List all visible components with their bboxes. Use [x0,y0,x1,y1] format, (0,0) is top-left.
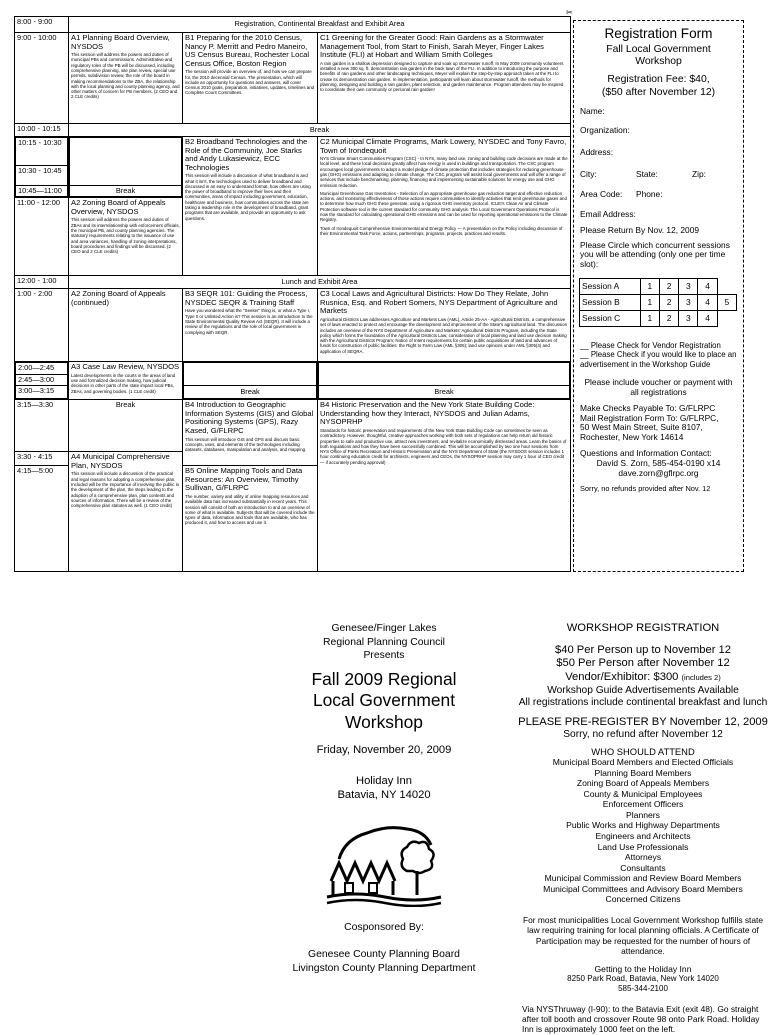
session-title: B2 Broadband Technologies and the Role of the Community, Joe Starks and Andy Lukasiewicz, ECC Technologies [185,137,308,172]
session-title: B1 Preparing for the 2010 Census, Nancy P. Merritt and Pedro Maneiro, US Census Bureau, Rochester Local Census Office, Boston Region [185,33,310,68]
time-group [15,137,69,198]
session-description: The number, variety and utility of online mapping resources and available data has increased substantially in recent years. This session will consist of both an introduction to and an overview of some of what is available. Subjects that will be covered include the types of data, information and tools that are available, who has produced it, and how to access and use it. [185,494,315,526]
list-item: Municipal Board Members and Elected Officials [552,757,734,768]
session-option[interactable]: 4 [698,279,717,295]
fee-line: ($50 after November 12) [601,86,716,98]
phone-field[interactable]: Phone: [636,188,663,199]
time-slot: 10:15 - 10:30 [16,138,68,166]
session-description: A rain garden is a shallow depression designed to capture and soak up stormwater runoff. In May 2009 community volunteers installed a new 300 sq. ft. demonstration rain garden in the back lawn of the FLI. In addition to introducing the purpose and benefits of rain gardens and other landscaping techniques, Meyer will explain the step-by-step approach taken at the FLI to create its demonstration rain garden. In implementation, participants will learn about stormwater runoff, the methods for planning, designing and building a rain garden, plant selection, and garden maintenance. Program attendees may be inspired to coordinate their own community or personal rain garden! [320,60,564,93]
list-item: Consultants [620,862,666,873]
vendor-price [518,671,768,685]
form-title: Registration Form [604,26,713,41]
return-by-note: Please Return By Nov. 12, 2009 [580,224,700,235]
session-label: Session A [580,279,641,295]
state-field[interactable]: State: [636,168,658,179]
session-title: C1 Greening for the Greater Good: Rain Gardens as a Stormwater Management Tool, from Start to Finish, Sarah Meyer, Finger Lakes Institute (FLI) at Hobart and William Smith Colleges [320,33,544,60]
vendor-price-text: Vendor/Exhibitor: $300 [565,670,679,683]
form-subtitle: Fall Local Government [606,44,711,56]
fee-line: Registration Fee: $40, [607,73,710,85]
directions-heading: Getting to the Holiday Inn [594,963,692,974]
time-slot: 11:00 - 12:00 [15,198,69,276]
break-cell: Break [184,386,317,399]
session-description: Agricultural Districts Law addresses Agriculture and Markets Law (AML), Article 25-AA - Agricultural Districts, a comprehensive set of laws enacted to protect and encourage the development and improvement of the State's agricultural land. The discussion includes an overview of the NYS Department of Agriculture and Markets' Agricultural Districts Program, including the State policy which forms the foundation of the Agricultural Districts Law; consideration of local planning and land use decision making with the Agricultural Districts Program; Notice of Intent requirements for certain public acquisitions of land and advances of funds for construction of public facilities: the Right to Farm Law (AML §305); land use opinions under AML §305(4) and application of SEQRA. [320,317,568,354]
address-field[interactable]: Address: [580,147,614,157]
venue-city: Batavia, NY 14020 [337,789,431,802]
list-item: Zoning Board of Appeals Members [576,778,710,789]
mail-to: Mail Registration Form To: G/FLRPC, [580,412,719,423]
session-title: B4 Historic Preservation and the New York State Building Code: Understanding how they Interact, NYSDOS and Julian Adams, NYSOPRHP [320,400,535,427]
session-description: NYS Climate Smart Communities Program (CSC) - In NYS, many land use, zoning and building code decisions are made at the local level, and these local decisions greatly affect how energy is used in buildings and transportation. The CSC program encourages local governments to adopt a model pledge of climate protection that includes strategies for reducing greenhouse gas (GHG) emissions and adapting to climate change. The CSC program will assist local governments and will offer a range of services that include benchmarking, planning, financing and implementing sustainable solutions for energy use and GHG emission reduction. [320,156,568,188]
time-group [15,362,69,400]
payable-note: Make Checks Payable To: G/FLRPC [580,402,716,413]
hotel-address: 8250 Park Road, Batavia, New York 14020 [567,974,719,984]
session-row [580,311,737,327]
session-option[interactable]: 3 [679,311,698,327]
session-description: The session will provide an overview of, and how we can prepare for, the 2010 decennial Census. The presentation, which will include an opportunity for questions and answers, will cover Census 2010 goals, preparation, initiatives, updates, timelines and Complete Count Committees. [185,69,315,96]
no-refund-note: Sorry, no refund after November 12 [563,729,723,741]
time-slot: 3:30 - 4:15 [15,452,69,466]
session-option[interactable]: 3 [679,279,698,295]
price-line: $40 Per Person up to November 12 [555,643,731,656]
directions-text: Via NYSThruway (I-90): to the Batavia Exit (exit 48). Go straight after toll booth and crossover Route 98 onto Park Road. Holiday Inn is approximately 1000 feet on the left. [522,1003,760,1035]
workshop-title: Local Government [312,690,456,711]
list-item: Engineers and Architects [595,831,691,841]
price-line: $50 Per Person after November 12 [556,657,730,670]
organization-name: Genesee/Finger Lakes [331,623,437,634]
session-title: B4 Introduction to Geographic Information Systems (GIS) and Global Positioning Systems (GPS), Razy Kased, G/FLRPC [185,400,314,436]
session-title: C3 Local Laws and Agricultural Districts: How Do They Relate, John Rusnica, Esq. and Robert Somers, NYS Department of Agriculture and Markets [320,289,558,316]
session-label: Session B [580,295,641,311]
session-description: This session will introduce GIS and GPS and discuss basic concepts, uses, and elements of the technologies including datasets, databases, manipulation and analysis, and mapping. [185,436,307,453]
session-a2 [69,198,183,276]
session-c2 [318,137,571,276]
time-slot: 2:45—3:00 [16,374,68,385]
mail-city: Rochester, New York 14614 [580,432,684,443]
questions-heading: Questions and Information Contact: [580,448,712,459]
session-option[interactable]: 2 [659,295,678,311]
schedule-table [14,16,571,572]
session-a4 [69,452,183,572]
session-option[interactable]: 2 [659,279,678,295]
break-cell: Break [69,400,183,452]
session-option[interactable]: 3 [679,295,698,311]
a-column-break [69,137,183,198]
contact-email[interactable]: dave.zorn@gflrpc.org [618,468,699,479]
venue-name: Holiday Inn [356,774,412,787]
session-b4 [183,400,318,466]
session-row [580,279,737,295]
who-should-attend-heading: WHO SHOULD ATTEND [591,745,695,757]
list-item: County & Municipal Employees [583,788,703,799]
time-slot: 8:00 - 9:00 [15,17,69,33]
event-date: Friday, November 20, 2009 [316,744,452,757]
cosponsor-name: Genesee County Planning Board [308,949,460,961]
houses-and-tree-logo [325,819,443,907]
name-field[interactable]: Name: [580,106,605,117]
email-field[interactable]: Email Address: [580,208,636,219]
session-option[interactable]: 5 [717,295,736,311]
session-title: A1 Planning Board Overview, NYSDOS [71,33,170,51]
training-note: For most municipalities Local Government Workshop fulfills state law requiring training for local planning officials. A Certificate of Participation may be requested for the number of hours of attendance. [522,914,764,957]
no-refunds-note: Sorry, no refunds provided after Nov. 12 [580,483,711,493]
voucher-note: Please include voucher or payment with all registrations [584,376,733,397]
session-c3 [318,289,571,362]
session-description: This session will address the powers and duties of municipal PBs and commissions. Administrative and regulatory roles of the PB will be discussed, including comprehensive planning, site plan review, special use permits, subdivision review, the role of the board in making recommendations to the ZBA, the relationship with the local planning and county planning agency, and other matters of concern for PB members. (2 CEO and 2 CLE credits) [71,52,180,100]
list-item: Municipal Committees and Advisory Board Members [543,883,743,894]
cosponsor-heading: Cosponsored By: [344,921,424,933]
brochure-cover [270,622,498,976]
section-heading: WORKSHOP REGISTRATION [566,622,720,634]
session-b1 [183,33,318,124]
list-item: Municipal Commission and Review Board Members [544,873,742,884]
hotel-phone: 585-344-2100 [618,983,668,993]
session-option[interactable]: 2 [659,311,678,327]
list-item: Attorneys [624,852,662,863]
session-a1 [69,33,183,124]
session-a3 [69,362,183,400]
registration-row: Registration, Continental Breakfast and Exhibit Area [69,17,571,33]
includes-note: All registrations include continental breakfast and lunch [518,697,768,709]
session-description: Latest developments in the courts in the areas of land use and formalized decision making, how judicial decisions in other parts of the state impact local PBs, ZBAs, and governing bodies. (1 CLE credit) [71,372,176,394]
time-slot: 10:30 - 10:45 [16,166,68,186]
area-code-field[interactable]: Area Code: [580,188,623,199]
session-description: Have you wondered what the "Seeker" thing is, or what a Type I, Type II or Unlisted Action is? This session is an introduction to the State Environmental Quality Review Act (SEQR). It will include a review of the regulations and the role of local government in complying with SEQR. [185,308,313,335]
session-a2-continued [69,289,183,362]
zip-field[interactable]: Zip: [692,168,706,179]
form-subtitle: Workshop [635,56,682,68]
time-slot: 10:00 - 10:15 [15,124,69,137]
list-item: Enforcement Officers [602,799,684,810]
c-column-break [318,362,571,400]
session-option[interactable]: 4 [698,295,717,311]
session-description: Municipal Greenhouse Gas Inventories - Selection of an appropriate greenhouse gas reduction target and effective reduction actions, and monitoring effectiveness of those actions require communities to identify activities that emit greenhouse gases and to determine how much GHG these generate, using a rigorous GHG inventory protocol. ICLEI's Clean Air and Climate Protection software tool is the current standard for community GHG analysis. The Local Government Operations Protocol is now the standard for calculating operational GHG emissions and can be used for reporting operational emissions to the Climate Registry. [320,190,568,223]
session-description: This session will include a discussion of the practical and legal reasons for adopting a comprehensive plan. Included will be the importance of involving the public in the development of the plan, the steps leading to the adoption of a comprehensive plan, plan contents and sources of information. There will be a review of the comprehensive plan statutes as well. (1 CEO credit) [71,471,180,509]
time-slot: 3:15—3:30 [15,400,69,452]
session-description: This session will address the powers and duties of ZBAs and its interrelationship with enforcement officials, the municipal PB, and county planning agencies. The statutory requirements relating to the issuance of use and area variances, handling of zoning interpretations, board procedures and findings will be discussed. (2 CEO and 2 CLE credits) [71,217,180,255]
session-option[interactable]: 4 [698,311,717,327]
session-title: A3 Case Law Review, NYSDOS [71,362,180,372]
organization-name: Regional Planning Council [323,636,445,648]
session-description: Town of Irondequoit Comprehensive Environmental and Energy Policy — A presentation on the Policy including discussion of their Environmental Task Force, actions, partnerships, programs, projects, practices and results. [320,225,563,236]
session-description: This session will include a discussion of what broadband is and what it isn't, the technologies used to deliver broadband and discussed in an easy to understand format, how others are using the power of broadband to improve their lives and their communities, areas of impact including government, education, healthcare and business, how communities across the state are taking a leadership role in the development of broadband, grant programs that are available, and provide an opportunity to ask questions. [185,173,311,221]
session-b5 [183,466,318,572]
time-slot: 2:00—2:45 [16,363,68,374]
presents-label: Presents [363,650,405,662]
break-cell: Break [319,386,570,399]
session-row [580,295,737,311]
workshop-registration-info [518,622,768,1035]
break-row: Break [69,124,571,137]
session-option[interactable]: 1 [640,295,659,311]
time-slot: 3:00—3:15 [16,385,68,398]
session-option[interactable]: 1 [640,311,659,327]
workshop-title: Workshop [345,711,423,732]
scissors-icon: ✂ [566,8,573,17]
session-title: B3 SEQR 101: Guiding the Process, NYSDEC SEQR & Training Staff [185,289,308,307]
attendee-list [518,757,768,905]
list-item: Planners [626,809,660,820]
mail-street: 50 West Main Street, Suite 8107, [580,422,703,433]
session-title: A2 Zoning Board of Appeals Overview, NYSDOS [71,198,166,216]
cosponsor-name: Livingston County Planning Department [292,963,476,974]
session-b3 [183,289,318,362]
time-slot: 1:00 - 2:00 [15,289,69,362]
session-label: Session C [580,311,641,327]
vendor-price-note: (includes 2) [681,672,721,682]
session-option[interactable]: 1 [640,279,659,295]
list-item: Public Works and Highway Departments [566,820,720,831]
list-item: Land Use Professionals [597,841,689,852]
guide-ads-note: Workshop Guide Advertisements Available [547,684,739,696]
session-c1 [318,33,571,124]
lunch-row: Lunch and Exhibit Area [69,276,571,289]
preregister-note: PLEASE PRE-REGISTER BY November 12, 2009 [518,715,768,728]
organization-field[interactable]: Organization: [580,125,630,136]
city-field[interactable]: City: [580,168,597,179]
session-title: C2 Municipal Climate Programs, Mark Lowery, NYSDEC and Tony Favro, Town of Irondequoit [320,137,567,155]
advertisement-checkbox[interactable]: __ Please Check if you would like to place an advertisement in the Workshop Guide [580,350,737,369]
circle-note: Please Circle which concurrent sessions you will be attending (only one per time slot): [580,239,730,270]
list-item: Planning Board Members [594,767,692,778]
session-b2 [183,137,318,276]
session-description: Standards for historic preservation and requirements of the New York State Building Code can sometimes be seen as contradictory. However, thoughtful, creative approaches working with both sets of regulations can help return old historic properties to safe and productive use, attract new investment, and revitalize economically distressed areas. Learn the basics of both regulations and how they have been successfully combined. This will be accomplished by two one hour sessions from NYS Office of Parks Recreation and Historic Preservation and the NYS Department of State (the NYSDOS session includes 1 hour continuing education credit for architects, engineers and CEOs, the NYSOPRHP session may carry 1 hour of CEO credit — if accurately pending approval) [320,428,567,465]
time-slot: 10:45—11:00 [16,186,68,197]
contact-name: David S. Zorn, 585-454-0190 x14 [596,458,721,469]
time-slot: 9:00 - 10:00 [15,33,69,124]
session-selection-table [579,278,737,327]
b-column-break [183,362,318,400]
list-item: Concerned Citizens [605,894,681,905]
break-cell: Break [70,186,182,197]
session-title: A4 Municipal Comprehensive Plan, NYSDOS [71,452,170,470]
session-title: A2 Zoning Board of Appeals (continued) [71,289,166,307]
vendor-checkbox[interactable]: __ Please Check for Vendor Registration [580,341,721,351]
session-title: B5 Online Mapping Tools and Data Resources: An Overview, Timothy Sullivan, G/FLRPC [185,466,303,493]
registration-form [573,20,744,572]
time-slot: 12:00 - 1:00 [15,276,69,289]
session-c4 [318,400,571,572]
workshop-title: Fall 2009 Regional [311,668,457,689]
time-slot: 4:15—5:00 [15,466,69,572]
